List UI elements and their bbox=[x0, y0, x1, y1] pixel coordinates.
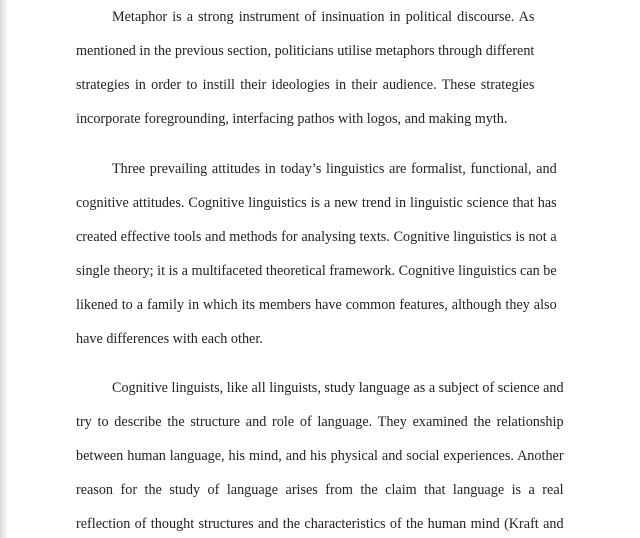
text-line: reflection of thought structures and the characteristics of the human mind (Kraft and bbox=[76, 516, 564, 532]
paragraph-cognitive-linguists bbox=[76, 371, 564, 538]
text-line: mentioned in the previous section, politicians utilise metaphors through different bbox=[76, 43, 535, 59]
text-line: Cognitive linguists, like all linguists, study language as a subject of science and bbox=[112, 380, 564, 396]
text-line: incorporate foregrounding, interfacing pathos with logos, and making myth. bbox=[76, 111, 508, 127]
text-line: have differences with each other. bbox=[76, 331, 263, 347]
paragraph-metaphor bbox=[76, 0, 534, 136]
text-line: likened to a family in which its members have common features, although they also bbox=[76, 297, 557, 313]
paragraph-attitudes bbox=[76, 152, 557, 356]
text-line: single theory; it is a multifaceted theoretical framework. Cognitive linguistics can be bbox=[76, 263, 557, 279]
text-line: try to describe the structure and role of language. They examined the relationship bbox=[76, 414, 564, 430]
text-line: reason for the study of language arises from the claim that language is a real bbox=[76, 482, 564, 498]
text-line: cognitive attitudes. Cognitive linguistics is a new trend in linguistic science that has bbox=[76, 195, 557, 211]
text-line: Metaphor is a strong instrument of insinuation in political discourse. As bbox=[112, 9, 535, 25]
text-line: strategies in order to instill their ideologies in their audience. These strategies bbox=[76, 77, 535, 93]
text-line: Three prevailing attitudes in today’s linguistics are formalist, functional, and bbox=[112, 161, 557, 177]
text-line: created effective tools and methods for analysing texts. Cognitive linguistics is not a bbox=[76, 229, 557, 245]
text-line: between human language, his mind, and his physical and social experiences. Another bbox=[76, 448, 564, 464]
page-edge-shadow bbox=[0, 0, 8, 538]
